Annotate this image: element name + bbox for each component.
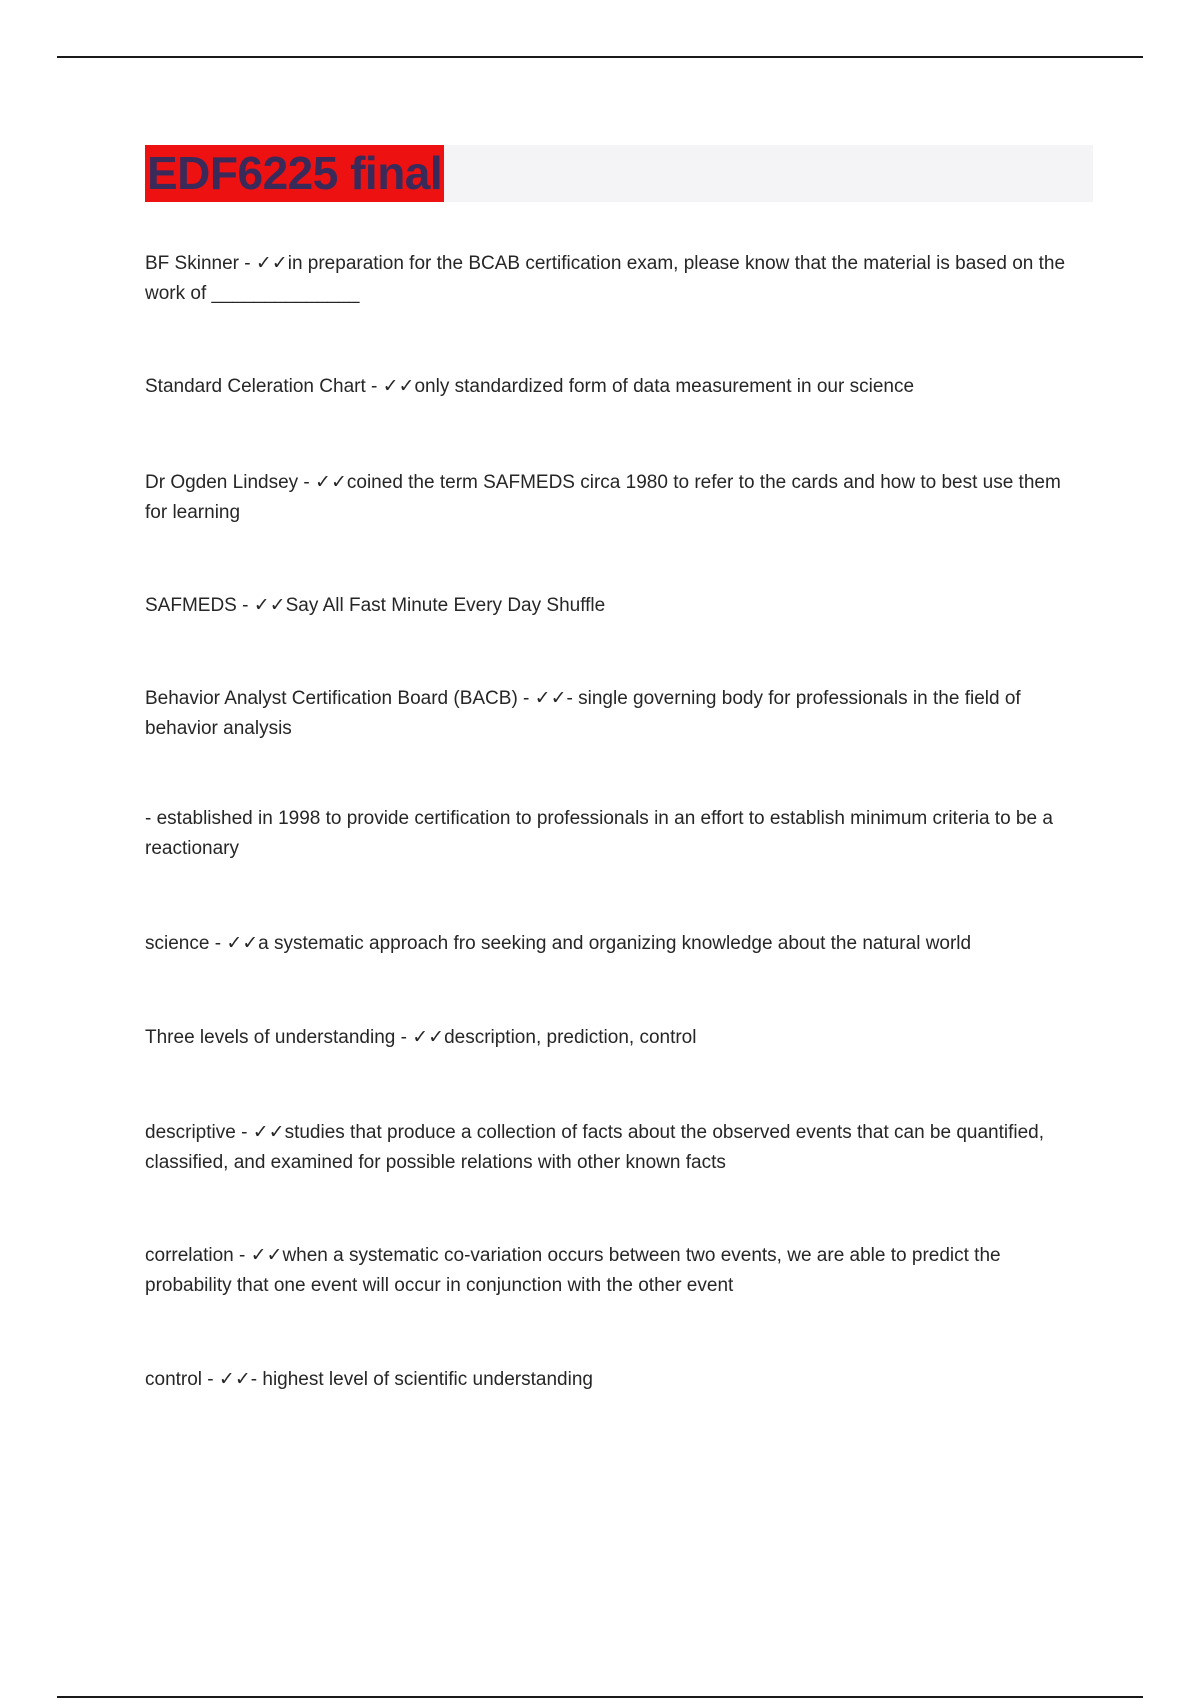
double-check-icon: ✓✓ <box>226 932 259 954</box>
entry-separator: - <box>236 595 254 616</box>
entry-definition: when a systematic co-variation occurs between two events, we are able to predict the probability that one event will occur in conjunction with the other event <box>145 1245 1001 1296</box>
entry-term: SAFMEDS <box>145 595 237 616</box>
entry-standard-celeration-chart <box>145 371 1085 402</box>
entry-bacb-established <box>145 804 1085 864</box>
entry-descriptive <box>145 1117 1085 1178</box>
entry-bacb <box>145 683 1085 744</box>
entry-term: Standard Celeration Chart <box>145 376 366 397</box>
entry-three-levels <box>145 1022 1085 1053</box>
entry-definition: - single governing body for professionals in the field of behavior analysis <box>145 688 1021 739</box>
entry-term: Dr Ogden Lindsey <box>145 472 299 493</box>
entry-separator: - <box>235 1122 253 1143</box>
double-check-icon: ✓✓ <box>534 687 567 709</box>
double-check-icon: ✓✓ <box>252 1121 285 1143</box>
entry-definition: - established in 1998 to provide certification to professionals in an effort to establish minimum criteria to be a reactionary <box>145 808 1053 859</box>
entry-bf-skinner <box>145 248 1085 309</box>
entry-definition: studies that produce a collection of facts about the observed events that can be quantified, classified, and examined for possible relations with other known facts <box>145 1122 1045 1173</box>
double-check-icon: ✓✓ <box>412 1026 445 1048</box>
top-rule <box>57 56 1143 58</box>
entry-control <box>145 1364 1085 1395</box>
entry-definition: description, prediction, control <box>444 1027 697 1048</box>
double-check-icon: ✓✓ <box>255 252 288 274</box>
entry-separator: - <box>517 688 535 709</box>
entry-definition: in preparation for the BCAB certification exam, please know that the material is based on the work of ______________ <box>145 253 1066 304</box>
entry-term: descriptive <box>145 1122 236 1143</box>
entry-definition: coined the term SAFMEDS circa 1980 to refer to the cards and how to best use them for learning <box>145 472 1061 523</box>
entry-term: correlation <box>145 1245 234 1266</box>
entry-safmeds <box>145 590 1085 621</box>
double-check-icon: ✓✓ <box>382 375 415 397</box>
entry-science <box>145 928 1085 959</box>
title-highlight <box>145 145 444 202</box>
entry-definition: a systematic approach fro seeking and organizing knowledge about the natural world <box>258 933 972 954</box>
double-check-icon: ✓✓ <box>253 594 286 616</box>
entry-definition: Say All Fast Minute Every Day Shuffle <box>285 595 606 616</box>
document-title: EDF6225 final <box>147 147 443 199</box>
entry-term: Three levels of understanding <box>145 1027 396 1048</box>
entry-term: BF Skinner <box>145 253 239 274</box>
entry-term: science <box>145 933 210 954</box>
entry-separator: - <box>202 1369 219 1390</box>
entry-separator: - <box>298 472 316 493</box>
entry-term: Behavior Analyst Certification Board (BACB) <box>145 688 518 709</box>
bottom-rule <box>57 1696 1143 1698</box>
entry-ogden-lindsey <box>145 467 1085 528</box>
double-check-icon: ✓✓ <box>250 1244 283 1266</box>
entry-separator: - <box>233 1245 251 1266</box>
flashcard-list <box>145 248 1085 1395</box>
entry-separator: - <box>365 376 383 397</box>
entry-definition: - highest level of scientific understanding <box>250 1369 593 1390</box>
entry-separator: - <box>209 933 227 954</box>
entry-definition: only standardized form of data measurement in our science <box>414 376 915 397</box>
entry-correlation <box>145 1240 1085 1301</box>
double-check-icon: ✓✓ <box>218 1368 251 1390</box>
entry-term: control <box>145 1369 203 1390</box>
double-check-icon: ✓✓ <box>315 471 347 493</box>
entry-separator: - <box>238 253 256 274</box>
entry-separator: - <box>395 1027 413 1048</box>
